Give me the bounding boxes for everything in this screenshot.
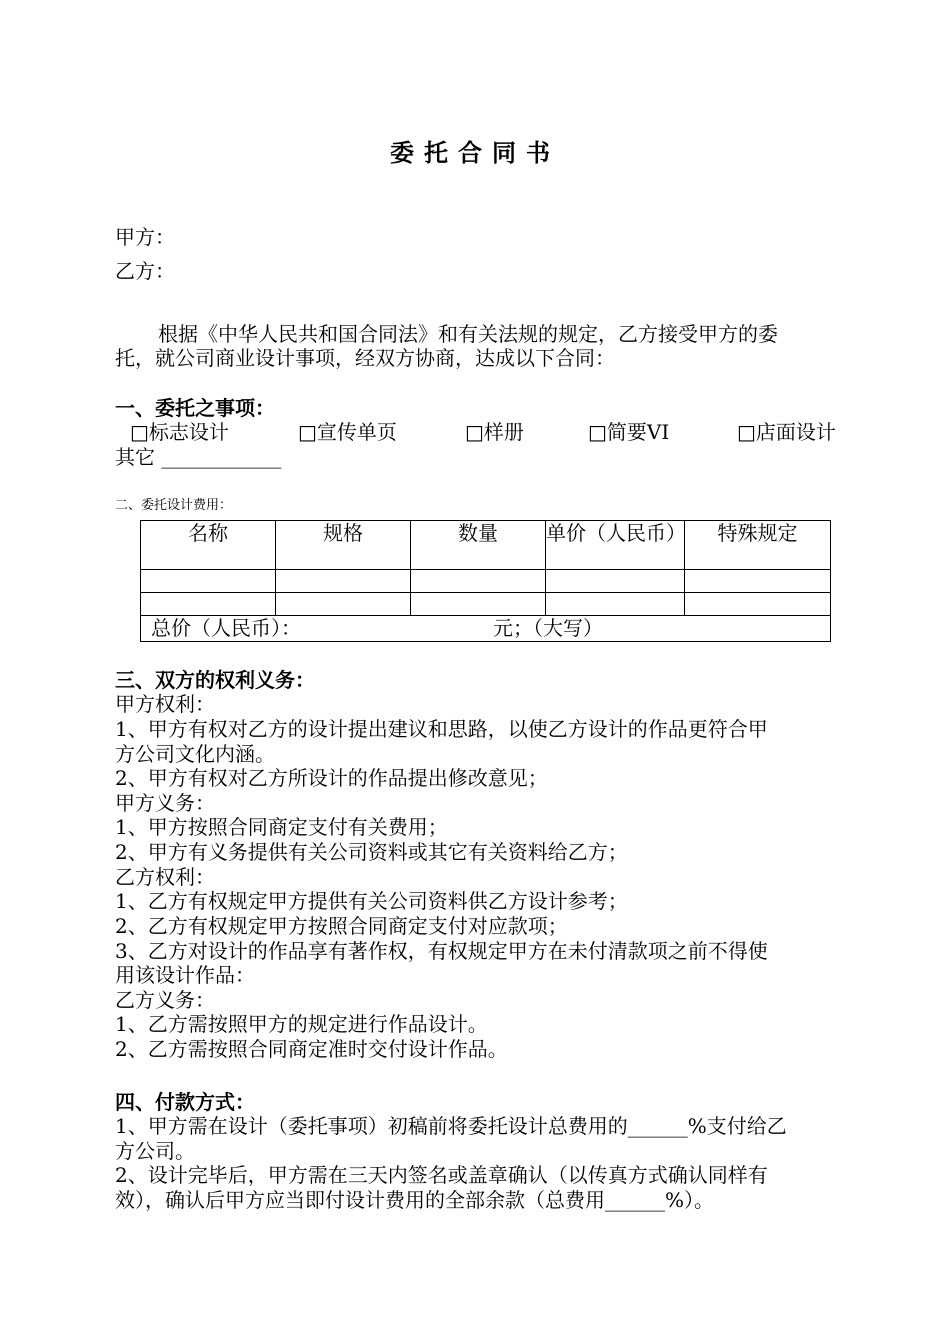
payment-item-2a: 2、设计完毕后，甲方需在三天内签名或盖章确认（以传真方式确认同样有 [115,1163,768,1187]
table-row [141,570,831,593]
header-quantity: 数量 [411,521,546,570]
document-title: 委托合同书 [390,138,560,167]
table-cell[interactable] [411,593,546,616]
party-a-duties-1: 1、甲方按照合同商定支付有关费用； [115,815,448,839]
party-b-rights-label: 乙方权利： [115,865,215,889]
header-special-terms: 特殊规定 [685,521,831,570]
party-b-duties-2: 2、乙方需按照合同商定准时交付设计作品。 [115,1037,508,1061]
party-a-duties-2: 2、甲方有义务提供有关公司资料或其它有关资料给乙方； [115,840,628,864]
header-name: 名称 [141,521,276,570]
party-a-label: 甲方： [115,225,175,249]
table-cell[interactable] [546,593,685,616]
option-storefront-design[interactable]: □店面设计 [737,420,836,444]
party-b-duties-label: 乙方义务： [115,988,215,1012]
total-row [141,616,831,642]
header-unit-price: 单价（人民币） [546,521,685,570]
total-cell[interactable] [141,616,831,642]
header-spec: 规格 [276,521,411,570]
payment-item-1a: 1、甲方需在设计（委托事项）初稿前将委托设计总费用的______%支付给乙 [115,1114,787,1138]
party-b-rights-2: 2、乙方有权规定甲方按照合同商定支付对应款项； [115,914,568,938]
total-suffix: 元；（大写） [493,616,603,640]
table-cell[interactable] [276,570,411,593]
option-other[interactable]: 其它 ____________ [115,445,282,469]
option-simple-vi[interactable]: □简要VI [588,420,670,444]
payment-item-2b: 效），确认后甲方应当即付设计费用的全部余款（总费用______%）。 [115,1188,715,1212]
party-b-label: 乙方： [115,259,175,283]
fee-table-header-row [141,521,831,570]
party-a-rights-1b: 方公司文化内涵。 [115,742,275,766]
table-cell[interactable] [411,570,546,593]
option-flyer[interactable]: □宣传单页 [298,420,397,444]
payment-item-1b: 方公司。 [115,1139,195,1163]
total-label: 总价（人民币）： [151,616,301,640]
table-cell[interactable] [141,570,276,593]
section2-heading: 二、委托设计费用： [115,498,233,513]
party-b-duties-1: 1、乙方需按照甲方的规定进行作品设计。 [115,1012,488,1036]
party-a-rights-1a: 1、甲方有权对乙方的设计提出建议和思路，以使乙方设计的作品更符合甲 [115,717,768,741]
table-row [141,593,831,616]
table-cell[interactable] [685,570,831,593]
section4-heading: 四、付款方式： [115,1090,255,1114]
option-logo-design[interactable]: □标志设计 [130,420,229,444]
party-b-rights-1: 1、乙方有权规定甲方提供有关公司资料供乙方设计参考； [115,889,628,913]
party-a-rights-2: 2、甲方有权对乙方所设计的作品提出修改意见； [115,766,548,790]
table-cell[interactable] [685,593,831,616]
option-brochure[interactable]: □样册 [465,420,524,444]
section1-heading: 一、委托之事项： [115,396,275,420]
party-b-rights-3b: 用该设计作品： [115,963,255,987]
intro-line-2: 托，就公司商业设计事项，经双方协商，达成以下合同： [115,346,615,370]
table-cell[interactable] [141,593,276,616]
party-a-duties-label: 甲方义务： [115,791,215,815]
party-b-rights-3a: 3、乙方对设计的作品享有著作权，有权规定甲方在未付清款项之前不得使 [115,939,768,963]
table-cell[interactable] [276,593,411,616]
table-cell[interactable] [546,570,685,593]
fee-table [140,520,831,642]
intro-line-1: 根据《中华人民共和国合同法》和有关法规的规定，乙方接受甲方的委 [158,322,778,346]
party-a-rights-label: 甲方权利： [115,692,215,716]
section3-heading: 三、双方的权利义务： [115,668,315,692]
